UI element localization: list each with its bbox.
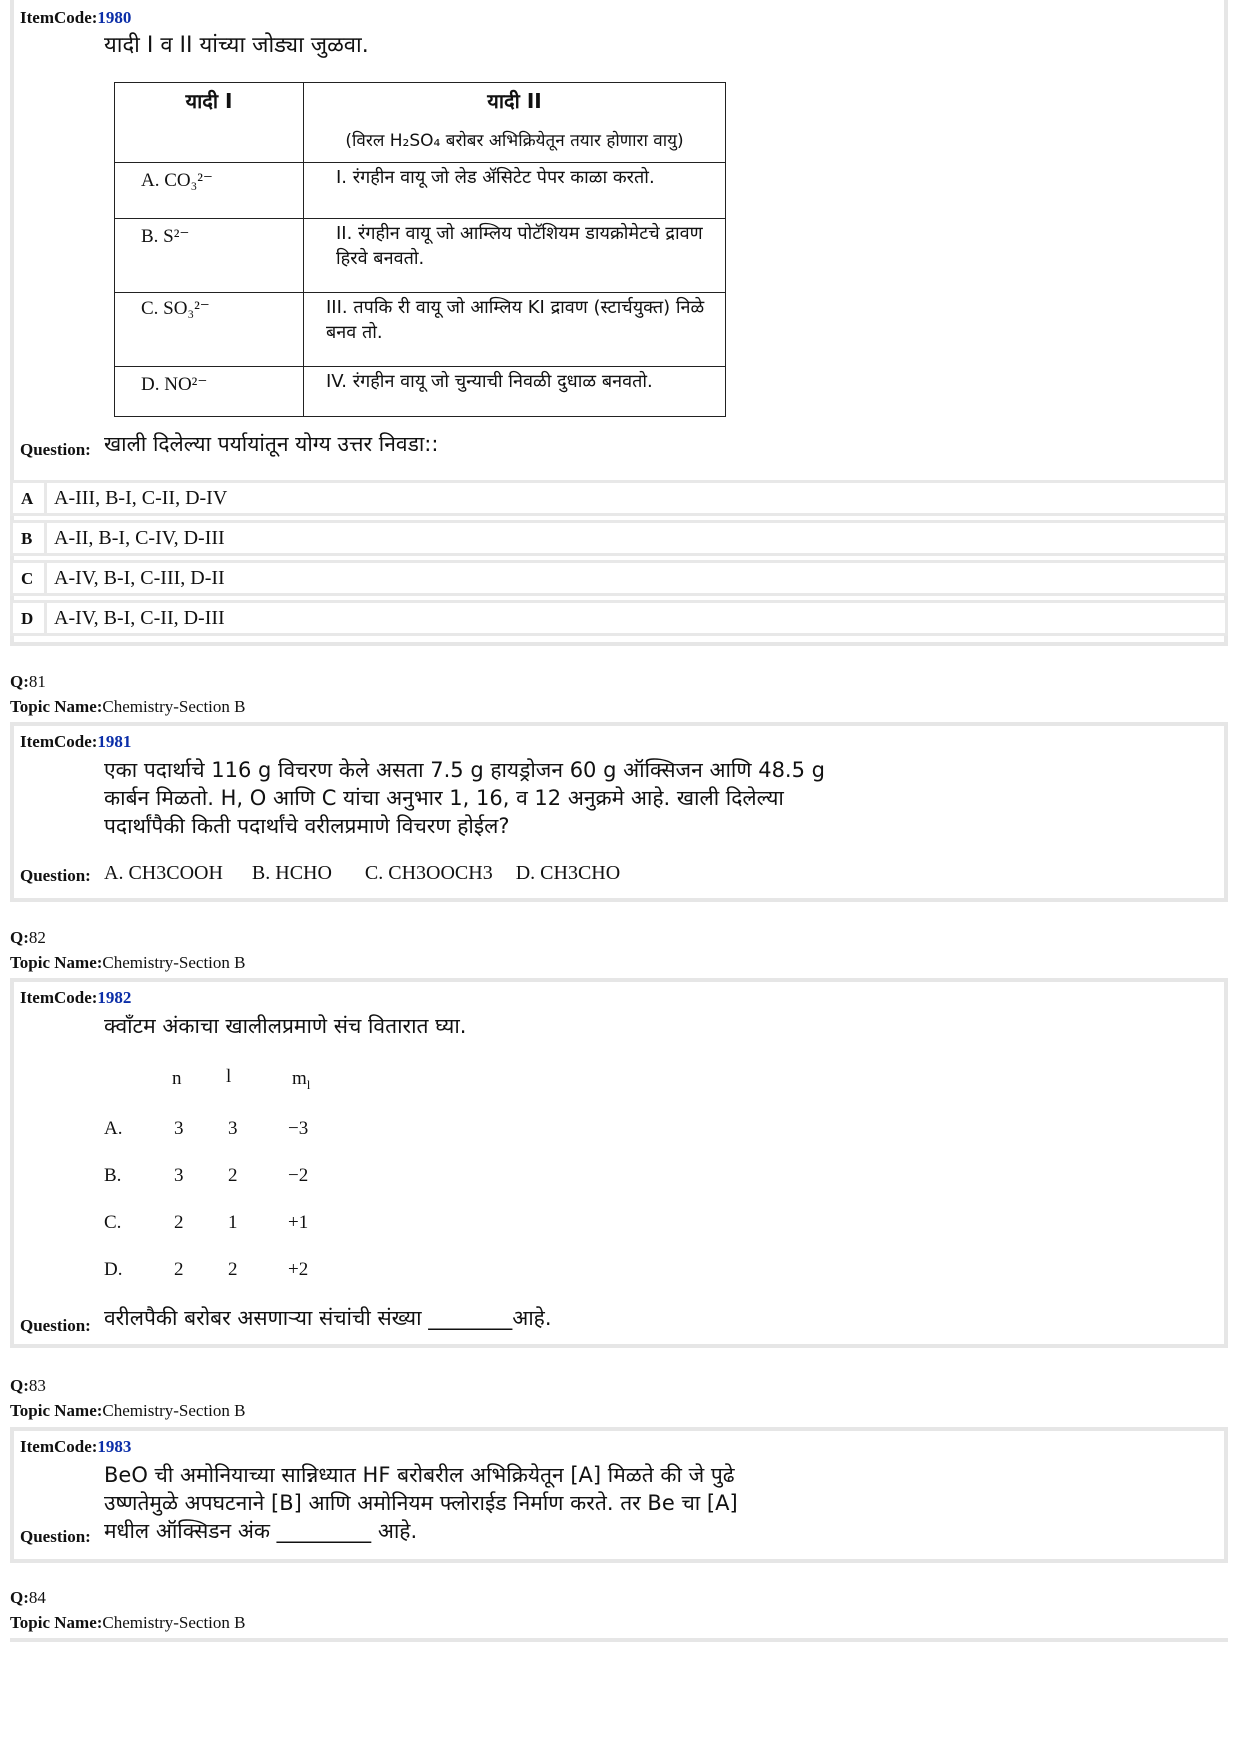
instruction-text: यादी I व II यांच्या जोड्या जुळवा.: [104, 33, 369, 58]
item-code-line: ItemCode:1983: [20, 1437, 132, 1456]
table-subhead-right: (विरल H₂SO₄ बरोबर अभिक्रियेतून तयार होणारा वायु): [345, 131, 684, 151]
item-code-line: ItemCode:1982: [20, 988, 132, 1007]
col-header: n: [172, 1068, 182, 1089]
table-head-left: यादी I: [185, 89, 233, 113]
choice-item: A. CH3COOH: [104, 862, 223, 884]
option-text: A-IV, B-I, C-II, D-III: [54, 607, 225, 629]
intro-text: क्वाँटम अंकाचा खालीलप्रमाणे संच वितारात घ्या.: [104, 1014, 467, 1038]
item-code-line: ItemCode:1981: [20, 732, 132, 751]
item-1983-box: [10, 1427, 1228, 1563]
passage-line: मधील ऑक्सिडन अंक _________ आहे.: [104, 1519, 418, 1543]
option-letter: A: [21, 489, 34, 508]
passage-line: पदार्थांपैकी किती पदार्थांचे वरीलप्रमाणे विचरण होईल?: [104, 814, 510, 838]
passage-line: BeO ची अमोनियाच्या सान्निध्यात HF बरोबरील अभिक्रियेतून [A] मिळते की जे पुढे: [104, 1463, 735, 1487]
option-divider: [44, 603, 47, 633]
item-code-value: 1983: [97, 1437, 132, 1456]
option-text: A-IV, B-I, C-III, D-II: [54, 567, 225, 589]
option-c[interactable]: [10, 560, 1228, 596]
question-text: खाली दिलेल्या पर्यायांतून योग्य उत्तर निवडा::: [104, 432, 439, 456]
match-table: [114, 82, 726, 417]
passage-line: कार्बन मिळतो. H, O आणि C यांचा अनुभार 1, 16, व 12 अनुक्रमे आहे. खाली दिलेल्या: [104, 786, 784, 810]
topic-line: Topic Name:Chemistry-Section B: [10, 697, 246, 716]
option-a[interactable]: [10, 480, 1228, 516]
topic-line: Topic Name:Chemistry-Section B: [10, 1613, 246, 1632]
option-divider: [44, 563, 47, 593]
item-code-value: 1982: [97, 988, 132, 1007]
table-row-left: B. S²⁻: [141, 226, 190, 247]
question-number: Q:82: [10, 928, 46, 947]
question-line: Question:: [20, 1527, 91, 1546]
question-number: Q:84: [10, 1588, 46, 1607]
section-divider: [10, 1638, 1228, 1642]
question-line: [20, 440, 91, 460]
col-header: $m_l$: [292, 1068, 311, 1092]
option-letter: B: [21, 529, 33, 548]
item-code-line: [20, 8, 131, 28]
table-row-left: C. SO₃²⁻: [141, 298, 210, 319]
question-text: वरीलपैकी बरोबर असणाऱ्या संचांची संख्या ________आहे.: [104, 1306, 552, 1330]
option-d[interactable]: [10, 600, 1228, 636]
table-row-left: A. CO₃²⁻: [141, 170, 213, 191]
item-1982-box: ItemCode:1982 क्वाँटम अंकाचा खालीलप्रमाणे संच वितारात घ्या. n l $m_l$ A. 3 3 −3 B. 3 2 −2 C. 2 1 +1 D. 2 2 +2 Question: वरीलपैकी बरोबर असणाऱ्या संचांची संख्या ________आहे.: [10, 978, 1228, 1348]
table-row-right: II. रंगहीन वायू जो आम्लिय पोटॅशियम डायक्रोमेटचे द्रावण हिरवे बनवतो.: [336, 223, 703, 269]
question-number: Q:81: [10, 672, 46, 691]
question-number: Q:83: [10, 1376, 46, 1395]
question-line: Question:: [20, 866, 91, 885]
item-code-label: ItemCode:: [20, 8, 98, 27]
item-code-value: 1981: [97, 732, 132, 751]
option-divider: [44, 523, 47, 553]
item-code-value: 1980: [97, 8, 132, 27]
topic-line: Topic Name:Chemistry-Section B: [10, 1401, 246, 1420]
table-head-right: यादी II: [487, 89, 542, 113]
question-label: Question:: [20, 440, 91, 459]
col-header: l: [226, 1066, 232, 1087]
choice-item: D. CH3CHO: [515, 862, 621, 884]
choice-item: C. CH3OOCH3: [364, 862, 493, 884]
table-row-right: III. तपकि री वायू जो आम्लिय KI द्रावण (स्टार्चयुक्त) निळे बनव तो.: [326, 297, 705, 343]
option-letter: C: [21, 569, 34, 588]
question-line: Question:: [20, 1316, 91, 1335]
topic-line: Topic Name:Chemistry-Section B: [10, 953, 246, 972]
passage-line: उष्णतेमुळे अपघटनाने [B] आणि अमोनियम फ्लोराईड निर्माण करते. तर Be चा [A]: [104, 1491, 738, 1515]
choice-list: [104, 862, 620, 885]
option-letter: D: [21, 609, 34, 628]
table-row-left: D. NO²⁻: [141, 374, 208, 395]
option-divider: [44, 483, 47, 513]
choice-item: B. HCHO: [251, 862, 332, 884]
table-row-right: I. रंगहीन वायू जो लेड ॲसिटेट पेपर काळा करतो.: [336, 167, 655, 188]
passage-line: एका पदार्थाचे 116 g विचरण केले असता 7.5 g हायड्रोजन 60 g ऑक्सिजन आणि 48.5 g: [104, 758, 825, 782]
table-row-right: IV. रंगहीन वायू जो चुन्याची निवळी दुधाळ बनवतो.: [326, 371, 653, 392]
option-text: A-II, B-I, C-IV, D-III: [54, 527, 225, 549]
option-text: A-III, B-I, C-II, D-IV: [54, 487, 228, 509]
item-1981-box: [10, 722, 1228, 902]
option-b[interactable]: [10, 520, 1228, 556]
